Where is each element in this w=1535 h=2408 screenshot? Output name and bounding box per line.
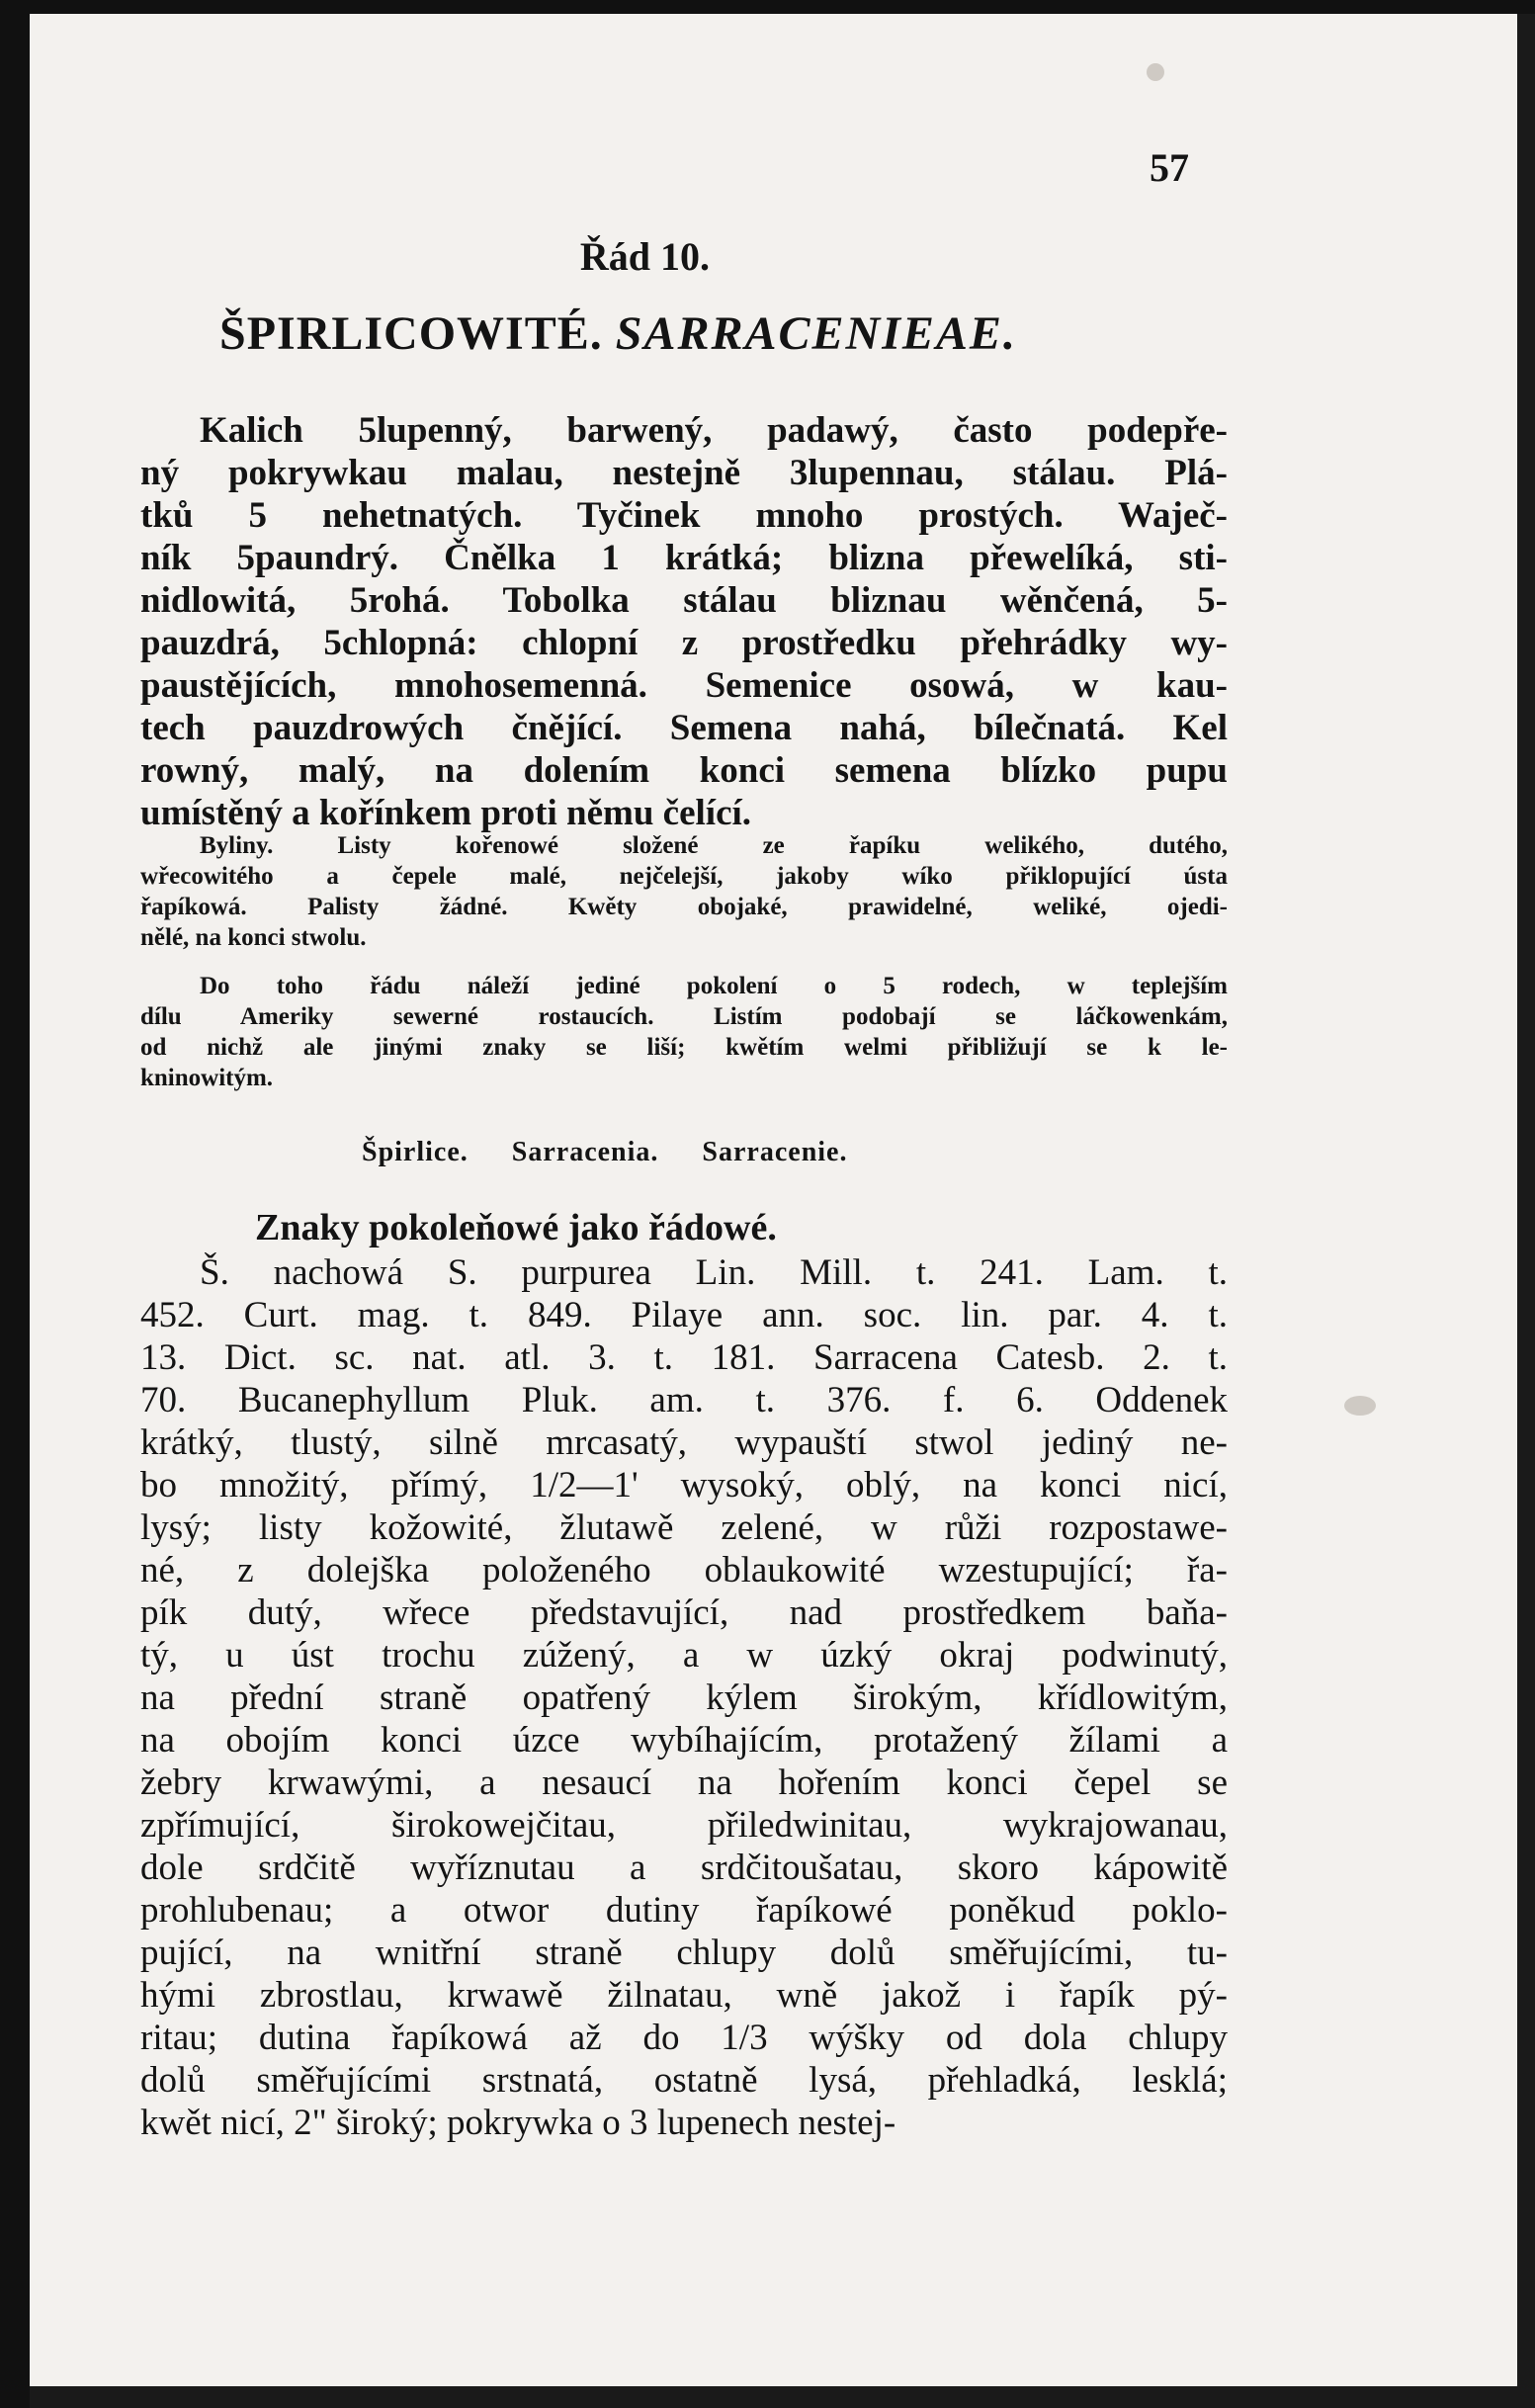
species-line: bo množitý, přímý, 1/2—1' wysoký, oblý, na konci nicí,	[140, 1465, 1228, 1505]
scan-border-top	[0, 0, 1535, 14]
description-line: ný pokrywkau malau, nestejně 3lupennau, stálau. Plá-	[140, 453, 1228, 493]
species-line: pík dutý, wřece představující, nad prostředkem baňa-	[140, 1592, 1228, 1633]
book-page	[30, 14, 1517, 2386]
species-line: 13. Dict. sc. nat. atl. 3. t. 181. Sarracena Catesb. 2. t.	[140, 1337, 1228, 1378]
page-smudge	[1147, 63, 1164, 81]
habit-paragraph	[140, 830, 1228, 953]
marks-heading: Znaky pokoleňowé jako řádowé.	[255, 1207, 777, 1248]
species-line: krátký, tlustý, silně mrcasatý, wypauští stwol jediný ne-	[140, 1422, 1228, 1463]
species-line: prohlubenau; a otwor dutiny řapíkowé poněkud poklo-	[140, 1890, 1228, 1931]
habit-line: wřecowitého a čepele malé, nejčelejší, jakoby wíko přiklopující ústa	[140, 863, 1228, 890]
description-line: umístěný a kořínkem proti němu čelící.	[140, 793, 752, 833]
description-line: nidlowitá, 5rohá. Tobolka stálau bliznau wěnčená, 5-	[140, 580, 1228, 621]
genus-name-alt: Sarracenie.	[702, 1137, 848, 1167]
note-line: kninowitým.	[140, 1065, 274, 1091]
family-name-czech: ŠPIRLICOWITÉ.	[219, 307, 603, 360]
species-line: 452. Curt. mag. t. 849. Pilaye ann. soc. lin. par. 4. t.	[140, 1295, 1228, 1335]
note-line: Do toho řádu náleží jediné pokolení o 5 rodech, w teplejším	[200, 973, 1228, 999]
species-line: zpřímující, širokowejčitau, přiledwinitau, wykrajowanau,	[140, 1805, 1228, 1846]
species-line: na přední straně opatřený kýlem širokým, křídlowitým,	[140, 1677, 1228, 1718]
habit-line: řapíkowá. Palisty žádné. Kwěty obojaké, prawidelné, weliké, ojedi-	[140, 894, 1228, 920]
family-description	[140, 409, 1228, 834]
species-line: dole srdčitě wyříznutau a srdčitoušatau, skoro kápowitě	[140, 1848, 1228, 1888]
genus-line	[362, 1137, 883, 1168]
species-line: Š. nachowá S. purpurea Lin. Mill. t. 241. Lam. t.	[200, 1252, 1228, 1293]
species-line: lysý; listy kožowité, žlutawě zelené, w růži rozpostawe-	[140, 1507, 1228, 1548]
note-paragraph	[140, 971, 1228, 1093]
genus-name-latin: Sarracenia.	[511, 1137, 659, 1167]
species-line: pující, na wnitřní straně chlupy dolů směřujícími, tu-	[140, 1933, 1228, 1973]
description-line: Kalich 5lupenný, barwený, padawý, často podepře-	[200, 410, 1228, 451]
species-line: né, z dolejška položeného oblaukowité wzestupující; řa-	[140, 1550, 1228, 1591]
description-line: tech pauzdrowých čnějící. Semena nahá, bílečnatá. Kel	[140, 708, 1228, 748]
species-line: 70. Bucanephyllum Pluk. am. t. 376. f. 6. Oddenek	[140, 1380, 1228, 1420]
description-line: paustějících, mnohosemenná. Semenice osowá, w kau-	[140, 665, 1228, 706]
page-smudge	[1344, 1396, 1376, 1416]
family-name-latin: SARRACENIEAE.	[615, 307, 1017, 360]
species-line: tý, u úst trochu zúžený, a w úzký okraj podwinutý,	[140, 1635, 1228, 1676]
species-description	[140, 1251, 1228, 2144]
scan-border-left	[0, 0, 30, 2408]
species-line: žebry krwawými, a nesaucí na hořením konci čepel se	[140, 1763, 1228, 1803]
species-line: kwět nicí, 2" široký; pokrywka o 3 lupenech nestej-	[140, 2103, 896, 2143]
note-line: dílu Ameriky sewerné rostaucích. Listím podobají se láčkowenkám,	[140, 1003, 1228, 1030]
species-line: hými zbrostlau, krwawě žilnatau, wně jakož i řapík pý-	[140, 1975, 1228, 2016]
page-number: 57	[1150, 145, 1189, 190]
family-heading	[219, 306, 1017, 361]
genus-name-czech: Špirlice.	[362, 1137, 469, 1167]
species-line: na obojím konci úzce wybíhajícím, protažený žílami a	[140, 1720, 1228, 1761]
description-line: tků 5 nehetnatých. Tyčinek mnoho prostých. Waječ-	[140, 495, 1228, 536]
note-line: od nichž ale jinými znaky se liší; kwětím welmi přibližují se k le-	[140, 1034, 1228, 1061]
order-heading: Řád 10.	[579, 234, 711, 279]
habit-line: nělé, na konci stwolu.	[140, 924, 367, 951]
species-line: dolů směřujícími srstnatá, ostatně lysá, přehladká, lesklá;	[140, 2060, 1228, 2101]
description-line: rowný, malý, na dolením konci semena blízko pupu	[140, 750, 1228, 791]
description-line: ník 5paundrý. Čnělka 1 krátká; blizna přewelíká, sti-	[140, 538, 1228, 578]
species-line: ritau; dutina řapíkowá až do 1/3 wýšky od dola chlupy	[140, 2018, 1228, 2058]
habit-line: Byliny. Listy kořenowé složené ze řapíku welikého, dutého,	[200, 832, 1228, 859]
description-line: pauzdrá, 5chlopná: chlopní z prostředku přehrádky wy-	[140, 623, 1228, 663]
